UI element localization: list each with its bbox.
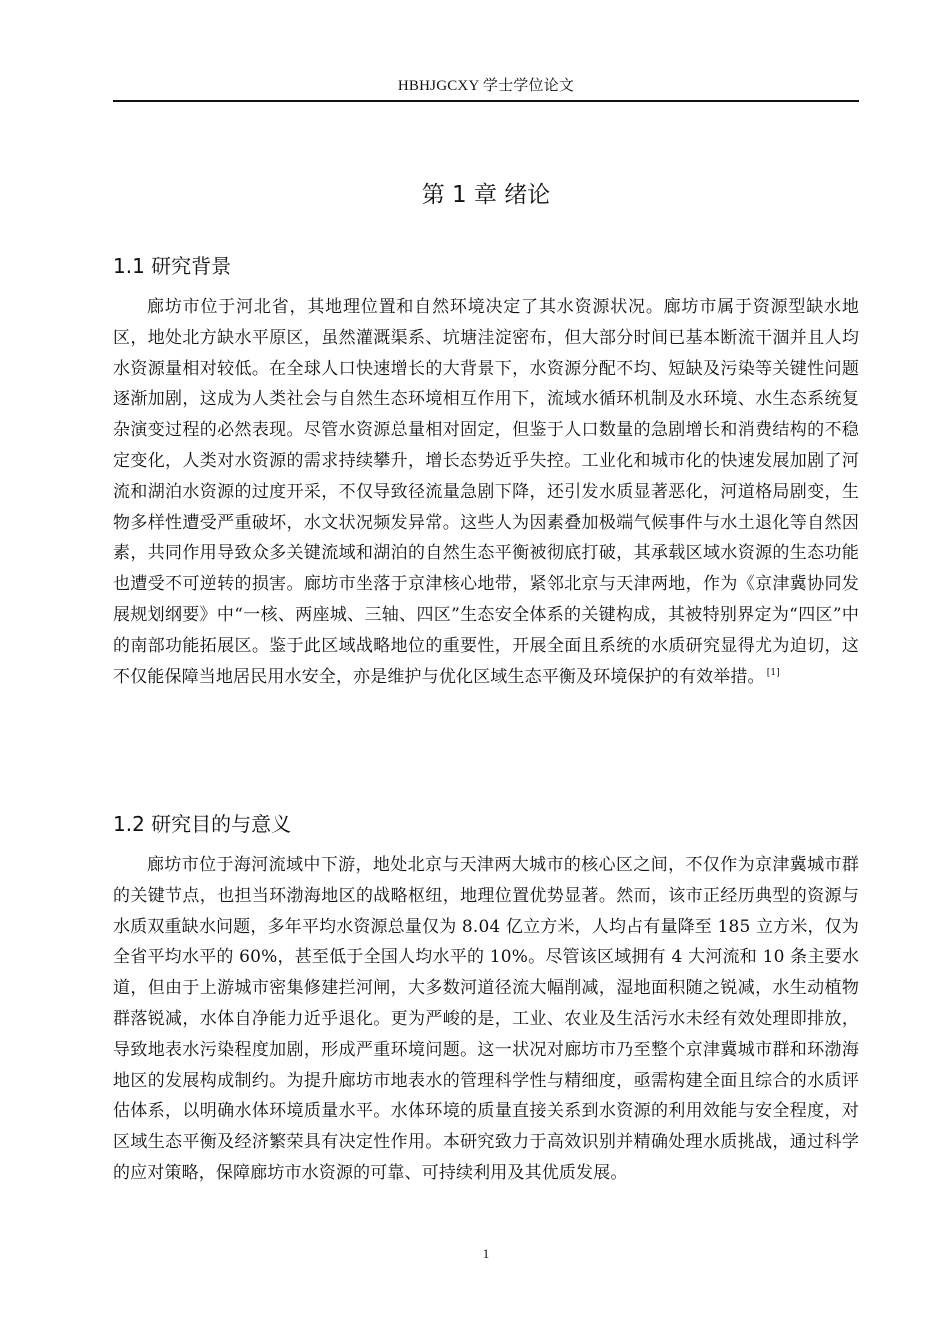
header-rule bbox=[113, 100, 859, 102]
chapter-title: 第 1 章 绪论 bbox=[421, 182, 551, 208]
citation-reference: [1] bbox=[766, 667, 780, 678]
page-header: HBHJGCXY 学士学位论文 bbox=[397, 78, 575, 94]
page-number: 1 bbox=[482, 1246, 490, 1261]
paragraph-text: 廊坊市位于河北省，其地理位置和自然环境决定了其水资源状况。廊坊市属于资源型缺水地区，地处北方缺水平原区，虽然灌溉渠系、坑塘洼淀密布，但大部分时间已基本断流干涸并且人均水资源量相对较低。在全球人口快速增长的大背景下，水资源分配不均、短缺及污染等关键性问题逐渐加剧，这成为人类社会与自然生态环境相互作用下，流域水循环机制及水环境、水生态系统复杂演变过程的必然表现。尽管水资源总量相对固定，但鉴于人口数量的急剧增长和消费结构的不稳定变化，人类对水资源的需求持续攀升，增长态势近乎失控。工业化和城市化的快速发展加剧了河流和湖泊水资源的过度开采，不仅导致径流量急剧下降，还引发水质显著恶化，河道格局剧变，生物多样性遭受严重破坏，水文状况频发异常。这些人为因素叠加极端气候事件与水土退化等自然因素，共同作用导致众多关键流域和湖泊的自然生态平衡被彻底打破，其承载区域水资源的生态功能也遭受不可逆转的损害。廊坊市坐落于京津核心地带，紧邻北京与天津两地，作为《京津冀协同发展规划纲要》中“一核、两座城、三轴、四区”生态安全体系的关键构成，其被特别界定为“四区”中的南部功能拓展区。鉴于此区域战略地位的重要性，开展全面且系统的水质研究显得尤为迫切，这不仅能保障当地居民用水安全，亦是维护与优化区域生态平衡及环境保护的有效举措。 bbox=[113, 297, 859, 687]
section-paragraph-research-background bbox=[113, 292, 859, 692]
section-heading-research-purpose: 1.2 研究目的与意义 bbox=[113, 812, 292, 836]
section-heading-research-background: 1.1 研究背景 bbox=[113, 254, 232, 278]
section-paragraph-research-purpose: 廊坊市位于海河流域中下游，地处北京与天津两大城市的核心区之间，不仅作为京津冀城市群的关键节点，也担当环渤海地区的战略枢纽，地理位置优势显著。然而，该市正经历典型的资源与水质双重缺水问题，多年平均水资源总量仅为 8.04 亿立方米，人均占有量降至 185 立方米，仅为全省平均水平的 60%，甚至低于全国人均水平的 10%。尽管该区域拥有 4 大河流和 10 条主要水道，但由于上游城市密集修建拦河闸，大多数河道径流大幅削减，湿地面积随之锐减，水生动植物群落锐减，水体自净能力近乎退化。更为严峻的是，工业、农业及生活污水未经有效处理即排放，导致地表水污染程度加剧，形成严重环境问题。这一状况对廊坊市乃至整个京津冀城市群和环渤海地区的发展构成制约。为提升廊坊市地表水的管理科学性与精细度，亟需构建全面且综合的水质评估体系，以明确水体环境质量水平。水体环境的质量直接关系到水资源的利用效能与安全程度，对区域生态平衡及经济繁荣具有决定性作用。本研究致力于高效识别并精确处理水质挑战，通过科学的应对策略，保障廊坊市水资源的可靠、可持续利用及其优质发展。 bbox=[113, 855, 859, 1183]
